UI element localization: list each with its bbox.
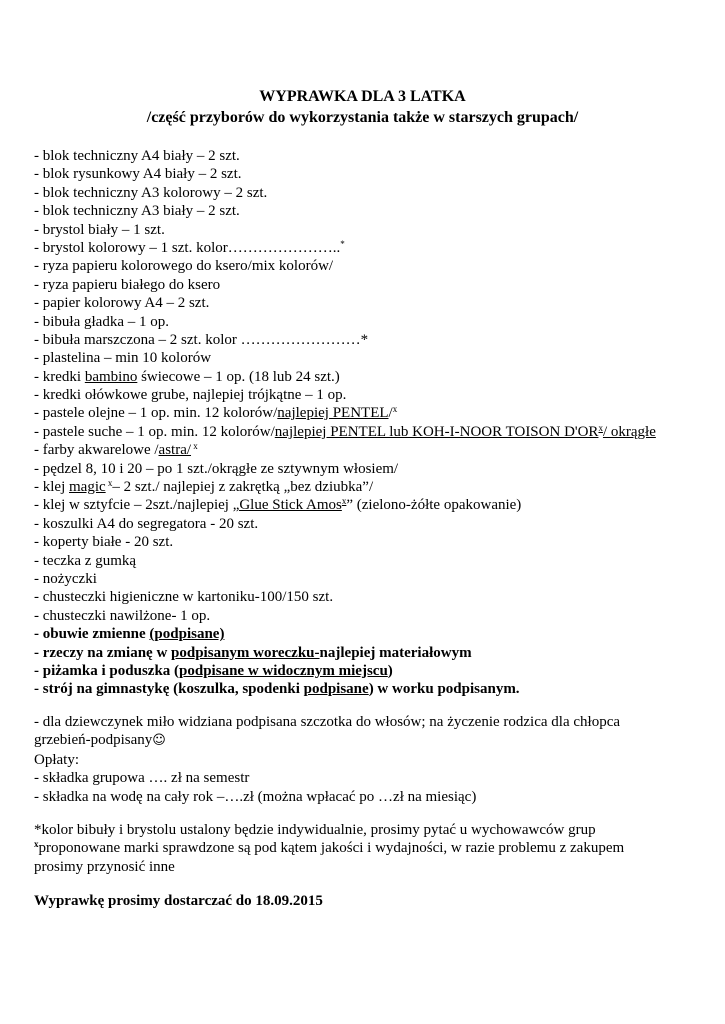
footnotes xyxy=(34,821,699,876)
item-text: - piżamka i poduszka ( xyxy=(34,662,180,679)
list-item: - koszulki A4 do segregatora - 20 szt. xyxy=(34,515,259,532)
list-item xyxy=(34,662,699,680)
brand-name: bambino xyxy=(84,368,138,385)
fee-group: - składka grupowa …. zł na semestr xyxy=(34,770,250,787)
item-text: - pastele olejne – 1 op. min. 12 kolorów/ xyxy=(34,405,278,422)
list-item: - blok techniczny A4 biały – 2 szt. xyxy=(34,148,240,164)
page-title: WYPRAWKA DLA 3 LATKA xyxy=(259,88,466,105)
fees-heading: Opłaty: xyxy=(34,751,79,768)
list-item xyxy=(34,478,699,496)
list-item: - plastelina – min 10 kolorów xyxy=(34,350,212,367)
note-boys-line xyxy=(34,731,699,750)
item-text: - farby akwarelowe / xyxy=(34,442,159,459)
x-mark: x xyxy=(392,404,398,415)
item-emphasis: podpisane w widocznym miejscu xyxy=(179,662,388,679)
footnote-x-text: proponowane marki sprawdzone są pod kątem jakości i wydajności, w razie problemu z zakupem xyxy=(38,840,625,857)
list-item: - ryza papieru białego do ksero xyxy=(34,276,221,293)
item-text: - brystol kolorowy – 1 szt. kolor………………….. xyxy=(34,239,341,256)
list-item: - blok techniczny A3 kolorowy – 2 szt. xyxy=(34,184,268,201)
list-item: - bibuła marszczona – 2 szt. kolor ……………………* xyxy=(34,331,369,348)
list-item xyxy=(34,404,699,422)
item-text: - obuwie zmienne xyxy=(34,626,150,643)
brand-name: astra/ xyxy=(158,442,192,459)
list-item xyxy=(34,496,699,514)
item-text: ) w worku podpisanym. xyxy=(368,681,520,698)
x-mark: x xyxy=(191,441,198,452)
item-text: - pastele suche – 1 op. min. 12 kolorów/ xyxy=(34,423,275,440)
item-emphasis: podpisane xyxy=(303,681,369,698)
fee-water: - składka na wodę na cały rok –….zł (można wpłacać po …zł na miesiąc) xyxy=(34,788,477,805)
list-item: - papier kolorowy A4 – 2 szt. xyxy=(34,295,210,312)
list-item xyxy=(34,644,699,662)
item-text: – 2 szt./ najlepiej z zakrętką „bez dziubka”/ xyxy=(112,479,374,496)
item-emphasis: (podpisane) xyxy=(149,626,225,643)
item-text: świecowe – 1 op. (18 lub 24 szt.) xyxy=(137,368,340,385)
list-item xyxy=(34,368,699,386)
brand-name: najlepiej PENTEL lub KOH-I-NOOR TOISON D'OR xyxy=(274,423,599,440)
list-item xyxy=(34,423,699,441)
item-text: / xyxy=(388,405,393,422)
list-item: - nożyczki xyxy=(34,570,97,587)
list-item: - blok techniczny A3 biały – 2 szt. xyxy=(34,203,240,220)
deadline: Wyprawkę prosimy dostarczać do 18.09.2015 xyxy=(34,893,323,909)
list-item: - pędzel 8, 10 i 20 – po 1 szt./okrągłe ze sztywnym włosiem/ xyxy=(34,460,399,477)
note-boys: grzebień-podpisany xyxy=(34,732,153,749)
footnote-x-continued: prosimy przynosić inne xyxy=(34,858,175,875)
note-girls: - dla dziewczynek miło widziana podpisana szczotka do włosów; na życzenie rodzica dla chłopca xyxy=(34,714,621,730)
list-item xyxy=(34,441,699,459)
brand-name: najlepiej PENTEL xyxy=(277,405,389,422)
list-item xyxy=(34,239,699,257)
list-item: - chusteczki nawilżone- 1 op. xyxy=(34,607,211,624)
list-item xyxy=(34,680,699,698)
item-text: ” xyxy=(346,497,354,514)
footnote-star: *kolor bibuły i brystolu ustalony będzie indywidualnie, prosimy pytać u wychowawców grup xyxy=(34,822,596,838)
list-item: - teczka z gumką xyxy=(34,552,137,569)
star-mark: * xyxy=(340,238,345,249)
x-mark: x xyxy=(34,839,39,850)
page-subtitle: /część przyborów do wykorzystania także w starszych grupach/ xyxy=(146,109,579,126)
item-text: - klej w sztyfcie – 2szt./najlepiej xyxy=(34,497,233,514)
list-item: - kredki ołówkowe grube, najlepiej trójkątne – 1 op. xyxy=(34,387,347,404)
list-item: - ryza papieru kolorowego do ksero/mix kolorów/ xyxy=(34,258,334,275)
list-item: - brystol biały – 1 szt. xyxy=(34,221,165,238)
list-item: - bibuła gładka – 1 op. xyxy=(34,313,169,330)
item-text: - strój na gimnastykę (koszulka, spodenki xyxy=(34,681,304,698)
item-text: najlepiej materiałowym xyxy=(319,644,472,661)
item-text: ) xyxy=(387,662,393,679)
list-item xyxy=(34,625,699,643)
smiley-icon: ☺ xyxy=(152,733,166,749)
x-mark: x xyxy=(105,478,113,489)
item-text: - rzeczy na zmianę w xyxy=(34,644,172,661)
list-item: - blok rysunkowy A4 biały – 2 szt. xyxy=(34,166,242,183)
x-mark: x xyxy=(598,422,603,433)
supply-list xyxy=(34,147,699,699)
list-item: - chusteczki higieniczne w kartoniku-100/150 szt. xyxy=(34,589,334,606)
x-mark: x xyxy=(341,496,347,507)
list-item: - koperty białe - 20 szt. xyxy=(34,534,174,551)
item-text: (zielono-żółte opakowanie) xyxy=(353,497,522,514)
brand-name: magic xyxy=(69,479,106,496)
footnote-x xyxy=(34,839,699,857)
item-text: - klej xyxy=(34,479,69,496)
extra-note xyxy=(34,713,699,806)
item-emphasis: podpisanym woreczku- xyxy=(171,644,320,661)
brand-name: „Glue Stick Amos xyxy=(232,497,342,514)
item-text: / okrągłe xyxy=(602,423,656,440)
item-text: - kredki xyxy=(34,368,85,385)
